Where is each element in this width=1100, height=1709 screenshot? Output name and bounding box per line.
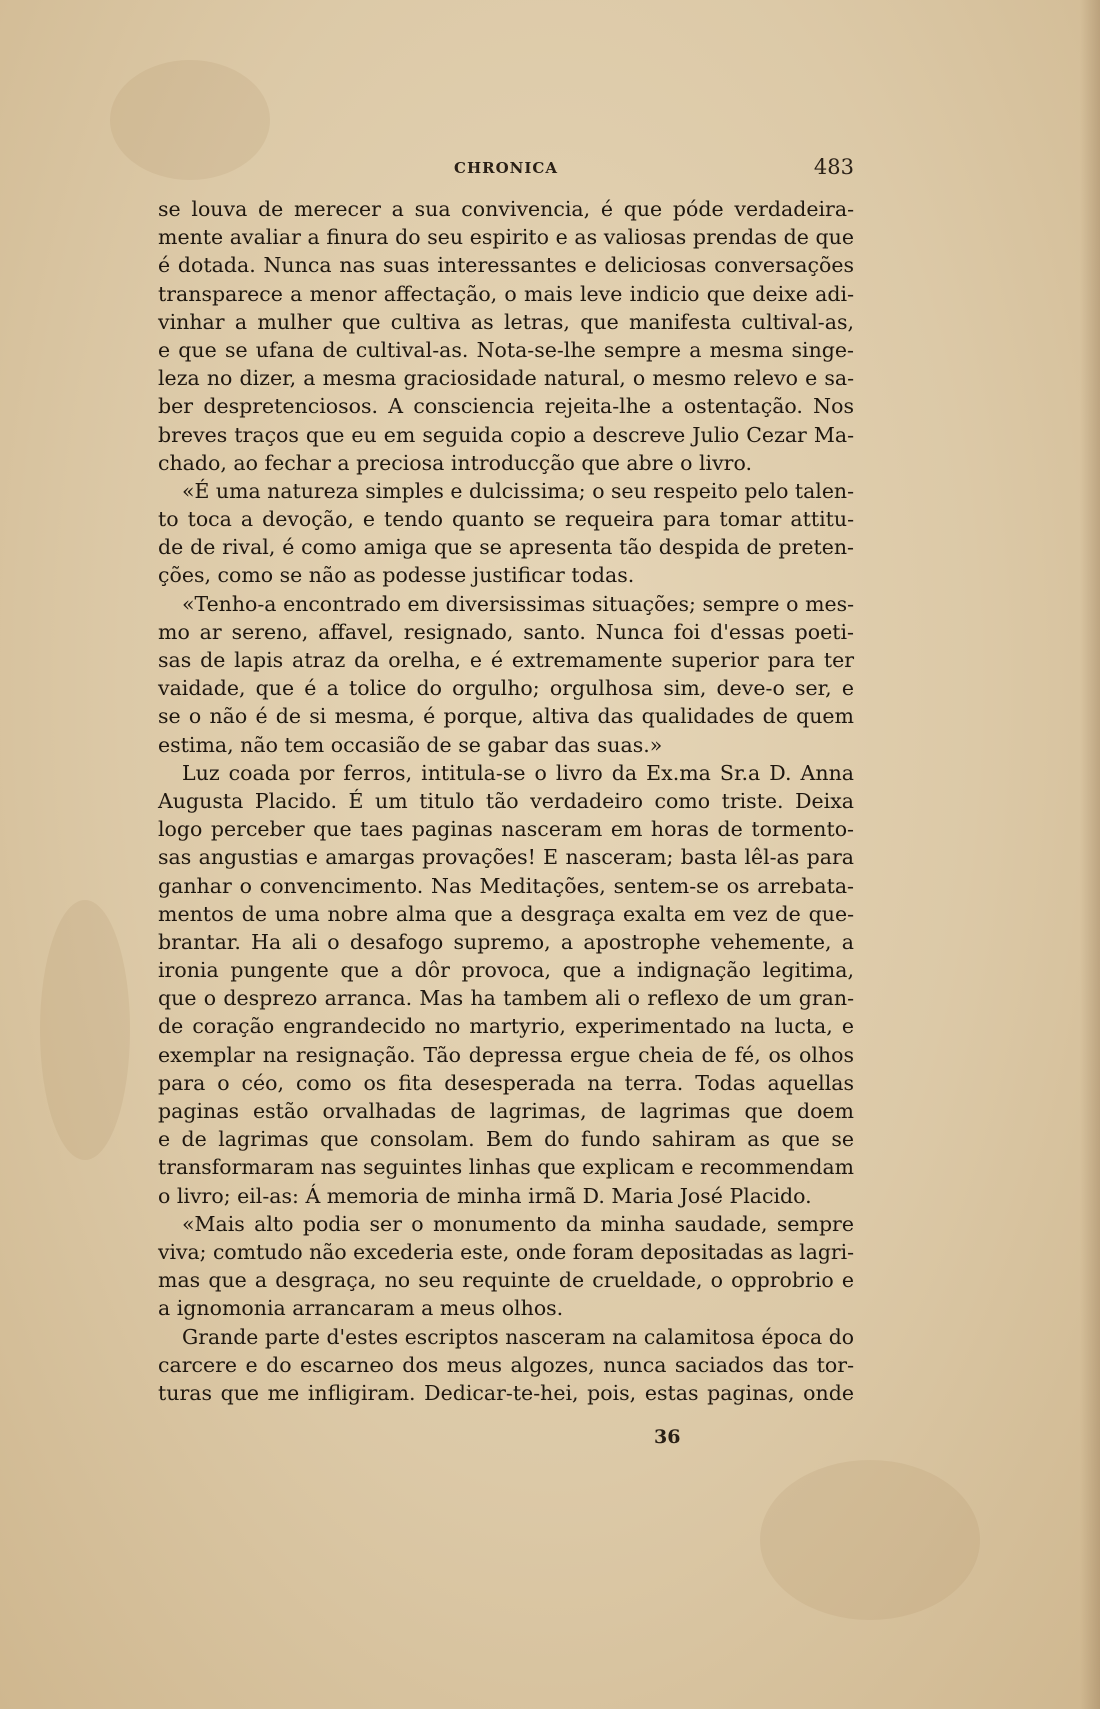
text-line: Luz coada por ferros, intitula-se o livro da Ex.ma Sr.a D. Anna xyxy=(182,760,854,785)
text-line: se o não é de si mesma, é porque, altiva das qualidades de quem xyxy=(158,704,854,729)
text-line: to toca a devoção, e tendo quanto se requeira para tomar attitu- xyxy=(158,507,854,532)
text-line: mentos de uma nobre alma que a desgraça exalta em vez de que- xyxy=(158,901,854,926)
text-line: para o céo, como os fita desesperada na terra. Todas aquellas xyxy=(158,1070,854,1095)
text-line: de de rival, é como amiga que se apresenta tão despida de preten- xyxy=(158,535,854,560)
text-line: ironia pungente que a dôr provoca, que a indignação legitima, xyxy=(158,958,854,983)
text-line: «É uma natureza simples e dulcissima; o seu respeito pelo talen- xyxy=(182,478,854,503)
text-line: estima, não tem occasião de se gabar das suas.» xyxy=(158,732,663,757)
text-line: o livro; eil-as: Á memoria de minha irmã D. Maria José Placido. xyxy=(158,1183,812,1208)
text-line: ções, como se não as podesse justificar todas. xyxy=(158,563,635,588)
text-line: exemplar na resignação. Tão depressa ergue cheia de fé, os olhos xyxy=(158,1042,854,1067)
text-line: que o desprezo arranca. Mas ha tambem ali o reflexo de um gran- xyxy=(158,986,854,1011)
text-line: mente avaliar a finura do seu espirito e as valiosas prendas de que xyxy=(158,225,854,250)
text-line: sas angustias e amargas provações! E nasceram; basta lêl-as para xyxy=(158,845,854,870)
text-line: ganhar o convencimento. Nas Meditações, sentem-se os arrebata- xyxy=(158,873,854,898)
text-line: sas de lapis atraz da orelha, e é extremamente superior para ter xyxy=(158,648,854,672)
text-line: mas que a desgraça, no seu requinte de crueldade, o opprobrio e xyxy=(158,1268,854,1293)
text-line: turas que me infligiram. Dedicar-te-hei, pois, estas paginas, onde xyxy=(158,1380,854,1405)
text-line: «Tenho-a encontrado em diversissimas situações; sempre o mes- xyxy=(182,591,854,616)
text-line: brantar. Ha ali o desafogo supremo, a apostrophe vehemente, a xyxy=(158,929,854,954)
running-head xyxy=(158,155,854,185)
text-line: a ignomonia arrancaram a meus olhos. xyxy=(158,1296,564,1321)
text-line: Grande parte d'estes escriptos nasceram na calamitosa época do xyxy=(182,1324,854,1349)
text-line: transformaram nas seguintes linhas que explicam e recommendam xyxy=(158,1155,854,1180)
text-line: mo ar sereno, affavel, resignado, santo. Nunca foi d'essas poeti- xyxy=(158,619,854,644)
running-head-title: CHRONICA xyxy=(454,159,558,177)
text-line: e de lagrimas que consolam. Bem do fundo sahiram as que se xyxy=(158,1127,854,1152)
text-line: vinhar a mulher que cultiva as letras, que manifesta cultival-as, xyxy=(158,309,854,334)
page-edge-shadow xyxy=(1080,0,1100,1709)
text-line: chado, ao fechar a preciosa introducção que abre o livro. xyxy=(158,450,752,475)
paper-stain xyxy=(760,1460,980,1620)
paper-stain xyxy=(40,900,130,1160)
text-line: viva; comtudo não excederia este, onde foram depositadas as lagri- xyxy=(158,1239,854,1264)
signature-mark: 36 xyxy=(654,1426,681,1448)
text-line: carcere e do escarneo dos meus algozes, nunca saciados das tor- xyxy=(158,1352,854,1377)
text-line: leza no dizer, a mesma graciosidade natural, o mesmo relevo e sa- xyxy=(158,366,854,391)
page-number: 483 xyxy=(813,155,854,179)
text-line: paginas estão orvalhadas de lagrimas, de lagrimas que doem xyxy=(158,1099,854,1123)
text-line: logo perceber que taes paginas nasceram em horas de tormento- xyxy=(158,817,854,842)
text-line: «Mais alto podia ser o monumento da minha saudade, sempre xyxy=(182,1211,854,1236)
text-line: se louva de merecer a sua convivencia, é que póde verdadeira- xyxy=(158,197,854,221)
text-line: e que se ufana de cultival-as. Nota-se-lhe sempre a mesma singe- xyxy=(158,337,854,362)
text-line: Augusta Placido. É um titulo tão verdadeiro como triste. Deixa xyxy=(158,788,854,813)
text-line: ber despretenciosos. A consciencia rejeita-lhe a ostentação. Nos xyxy=(158,394,854,419)
text-line: é dotada. Nunca nas suas interessantes e deliciosas conversações xyxy=(158,253,854,278)
text-line: breves traços que eu em seguida copio a descreve Julio Cezar Ma- xyxy=(158,422,854,447)
text-line: vaidade, que é a tolice do orgulho; orgulhosa sim, deve-o ser, e xyxy=(158,676,854,701)
body-text xyxy=(158,195,854,1407)
text-line: transparece a menor affectação, o mais leve indicio que deixe adi- xyxy=(158,281,854,306)
text-line: de coração engrandecido no martyrio, experimentado na lucta, e xyxy=(158,1014,854,1039)
